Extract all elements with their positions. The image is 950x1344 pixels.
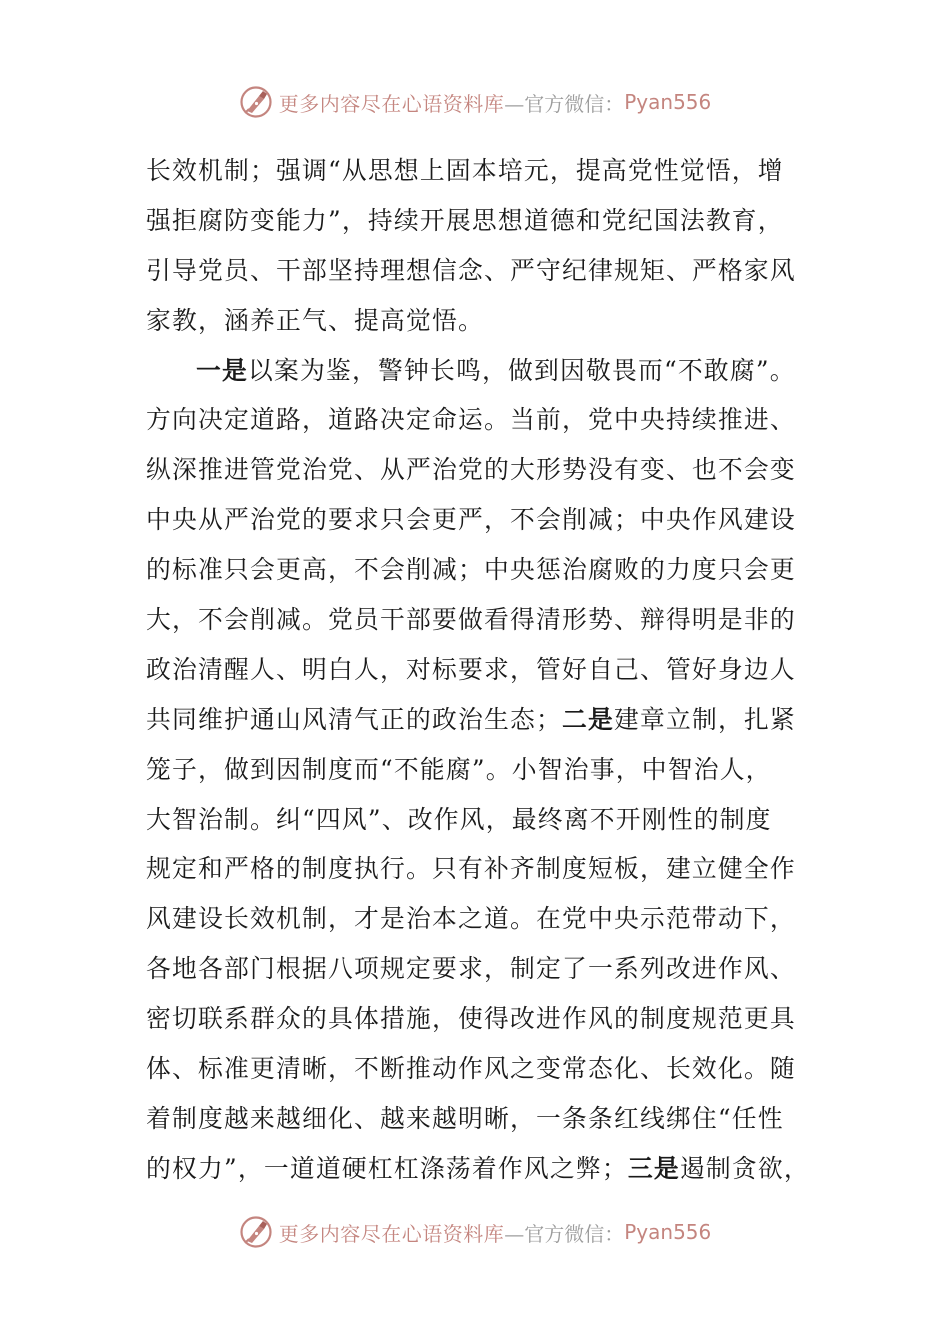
text-line [146,695,810,745]
text-line [146,645,810,695]
text-segment: 中央从严治党的要求只会更严，不会削减；中央作风建设 [146,505,796,535]
text-line [146,146,810,196]
text-segment: 家教，涵养正气、提高觉悟。 [146,305,484,335]
text-segment: 以案为鉴，警钟长鸣，做到因敬畏而“不敢腐”。 [248,355,796,385]
text-line [146,545,810,595]
text-line [146,1144,810,1194]
bold-lead-phrase: 一是 [196,355,248,385]
text-line [146,1094,810,1144]
text-line [146,296,810,346]
text-segment: 遏制贪欲， [679,1153,810,1183]
text-segment: 大智治制。纠“四风”、改作风，最终离不开刚性的制度 [146,804,772,834]
text-line [146,894,810,944]
text-line [146,346,810,396]
bold-lead-phrase: 三是 [627,1153,680,1183]
text-line [146,1044,810,1094]
text-line [146,745,810,795]
text-segment: 强拒腐防变能力”，持续开展思想道德和党纪国法教育， [146,205,784,235]
text-segment: 密切联系群众的具体措施，使得改进作风的制度规范更具 [146,1004,796,1034]
text-line [146,495,810,545]
text-segment: 纵深推进管党治党、从严治党的大形势没有变、也不会变 [146,455,796,485]
text-line [146,246,810,296]
pen-nib-logo-icon [239,85,273,119]
text-line [146,844,810,894]
header-banner [0,80,950,124]
text-segment: 引导党员、干部坚持理想信念、严守纪律规矩、严格家风 [146,255,796,285]
banner-separator: —官方微信： [504,91,625,116]
text-segment: 着制度越来越细化、越来越明晰，一条条红线绑住“任性 [146,1103,784,1133]
text-segment: 各地各部门根据八项规定要求，制定了一系列改进作风、 [146,954,796,984]
pen-nib-logo-icon [239,1215,273,1249]
text-segment: 风建设长效机制，才是治本之道。在党中央示范带动下， [146,904,796,934]
banner-wechat-handle: Pyan556 [624,1220,712,1244]
text-line [146,595,810,645]
text-segment: 共同维护通山风清气正的政治生态； [146,704,562,734]
text-line [146,445,810,495]
document-body [146,146,810,1194]
banner-title: 更多内容尽在心语资料库 [278,1221,505,1246]
bold-lead-phrase: 二是 [561,704,614,734]
text-line [146,395,810,445]
banner-separator: —官方微信： [504,1221,625,1246]
text-segment: 的标准只会更高，不会削减；中央惩治腐败的力度只会更 [146,555,796,585]
text-segment: 笼子，做到因制度而“不能腐”。小智治事，中智治人， [146,754,772,784]
footer-banner [0,1210,950,1254]
text-line [146,944,810,994]
text-segment: 大，不会削减。党员干部要做看得清形势、辩得明是非的 [146,605,796,635]
text-line [146,994,810,1044]
text-line [146,196,810,246]
text-segment: 规定和严格的制度执行。只有补齐制度短板，建立健全作 [146,854,796,884]
text-segment: 长效机制；强调“从思想上固本培元，提高党性觉悟，增 [146,156,784,185]
text-segment: 体、标准更清晰，不断推动作风之变常态化、长效化。随 [146,1054,796,1084]
text-segment: 的权力”，一道道硬杠杠涤荡着作风之弊； [146,1153,628,1183]
text-segment: 建章立制，扎紧 [613,704,796,734]
banner-title: 更多内容尽在心语资料库 [278,91,505,116]
text-segment: 方向决定道路，道路决定命运。当前，党中央持续推进、 [146,405,796,435]
banner-wechat-handle: Pyan556 [624,90,712,114]
text-segment: 政治清醒人、明白人，对标要求，管好自己、管好身边人 [146,654,796,684]
text-line [146,795,810,845]
